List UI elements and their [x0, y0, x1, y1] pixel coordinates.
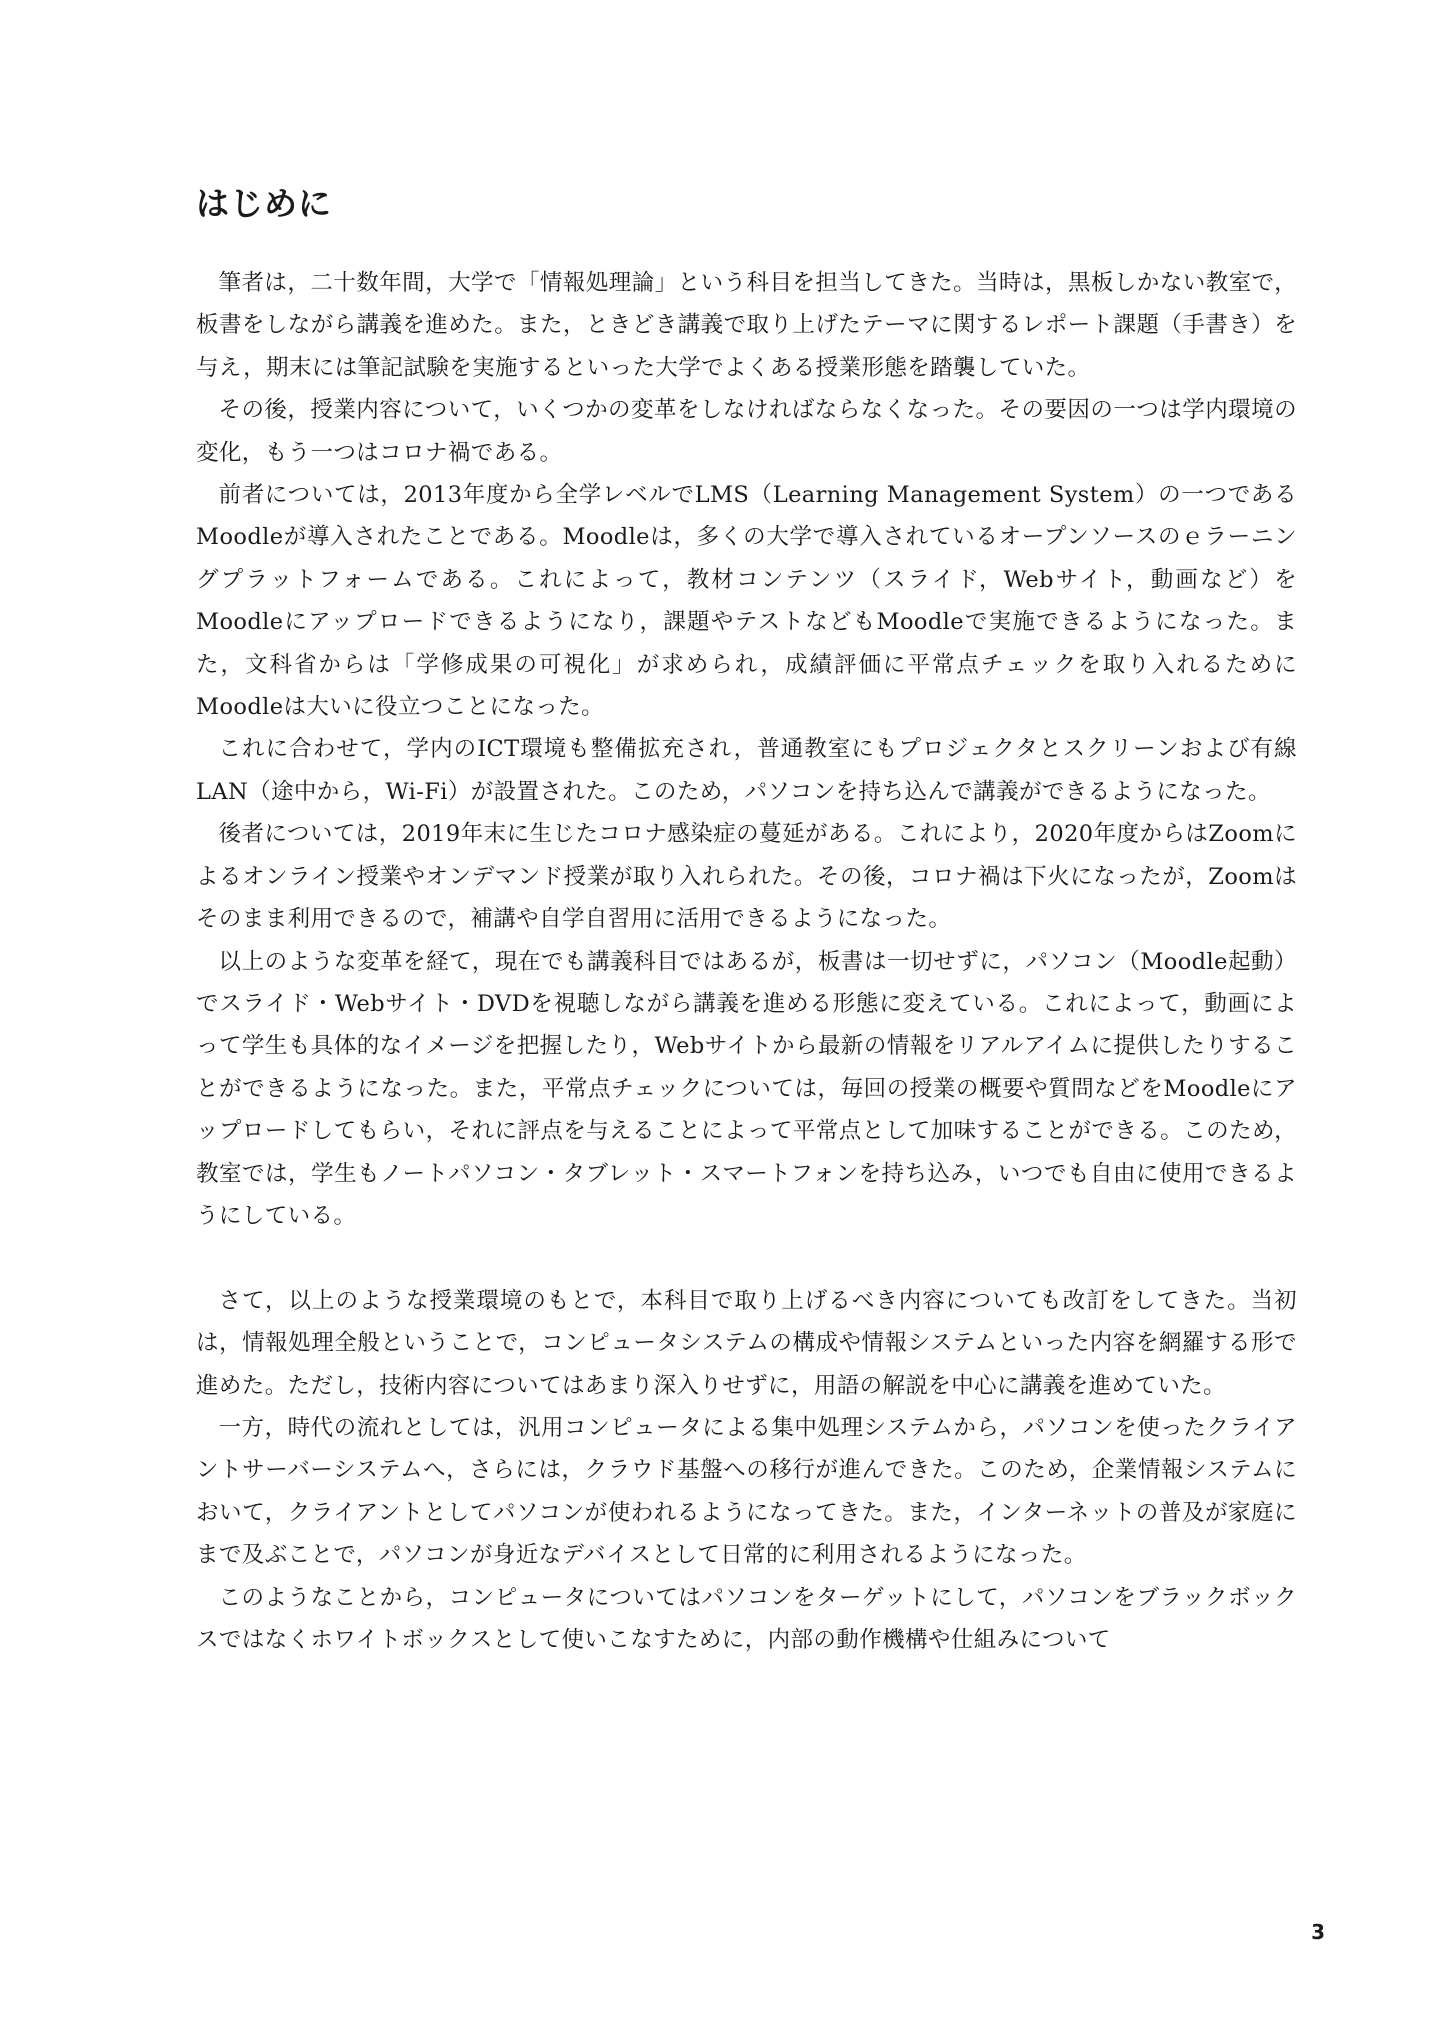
paragraph: 筆者は，二十数年間，大学で「情報処理論」という科目を担当してきた。当時は，黒板しかない教室で，板書をしながら講義を進めた。また，ときどき講義で取り上げたテーマに関するレポート課題（手書き）を与え，期末には筆記試験を実施するといった大学でよくある授業形態を踏襲していた。: [196, 270, 1297, 381]
paragraph: このようなことから，コンピュータについてはパソコンをターゲットにして，パソコンをブラックボックスではなくホワイトボックスとして使いこなすために，内部の動作機構や仕組みについて: [196, 1584, 1297, 1653]
paragraph: 以上のような変革を経て，現在でも講義科目ではあるが，板書は一切せずに，パソコン（Moodle起動）でスライド・Webサイト・DVDを視聴しながら講義を進める形態に変えている。これによって，動画によって学生も具体的なイメージを把握したり，Webサイトから最新の情報をリアルアイムに提供したりすることができるようになった。また，平常点チェックについては，毎回の授業の概要や質問などをMoodleにアップロードしてもらい，それに評点を与えることによって平常点として加味することができる。このため，教室では，学生もノートパソコン・タブレット・スマートフォンを持ち込み，いつでも自由に使用できるようにしている。: [196, 948, 1298, 1229]
paragraph: さて，以上のような授業環境のもとで，本科目で取り上げるべき内容についても改訂をしてきた。当初は，情報処理全般ということで，コンピュータシステムの構成や情報システムといった内容を網羅する形で進めた。ただし，技術内容についてはあまり深入りせずに，用語の解説を中心に講義を進めていた。: [196, 1287, 1297, 1399]
page-number: 3: [1311, 1920, 1325, 1944]
paragraph: 一方，時代の流れとしては，汎用コンピュータによる集中処理システムから，パソコンを使ったクライアントサーバーシステムへ，さらには，クラウド基盤への移行が進んできた。このため，企業情報システムにおいて，クライアントとしてパソコンが使われるようになってきた。また，インターネットの普及が家庭にまで及ぶことで，パソコンが身近なデバイスとして日常的に利用されるようになった。: [196, 1414, 1297, 1569]
paragraph: その後，授業内容について，いくつかの変革をしなければならなくなった。その要因の一つは学内環境の変化，もう一つはコロナ禍である。: [196, 397, 1297, 466]
paragraph: 前者については，2013年度から全学レベルでLMS（Learning Management System）の一つであるMoodleが導入されたことである。Moodleは，多くの大学で導入されているオープンソースのｅラーニングプラットフォームである。これによって，教材コンテンツ（スライド，Webサイト，動画など）をMoodleにアップロードできるようになり，課題やテストなどもMoodleで実施できるようになった。また，文科省からは「学修成果の可視化」が求められ，成績評価に平常点チェックを取り入れるためにMoodleは大いに役立つことになった。: [196, 482, 1297, 721]
paragraph: これに合わせて，学内のICT環境も整備拡充され，普通教室にもプロジェクタとスクリーンおよび有線LAN（途中から，Wi-Fi）が設置された。このため，パソコンを持ち込んで講義ができるようになった。: [196, 736, 1297, 805]
body-text: [196, 262, 1297, 1661]
page-title: はじめに: [196, 184, 332, 223]
paragraph: 後者については，2019年末に生じたコロナ感染症の蔓延がある。これにより，2020年度からはZoomによるオンライン授業やオンデマンド授業が取り入れられた。その後，コロナ禍は下火になったが，Zoomはそのまま利用できるので，補講や自学自習用に活用できるようになった。: [196, 821, 1297, 933]
